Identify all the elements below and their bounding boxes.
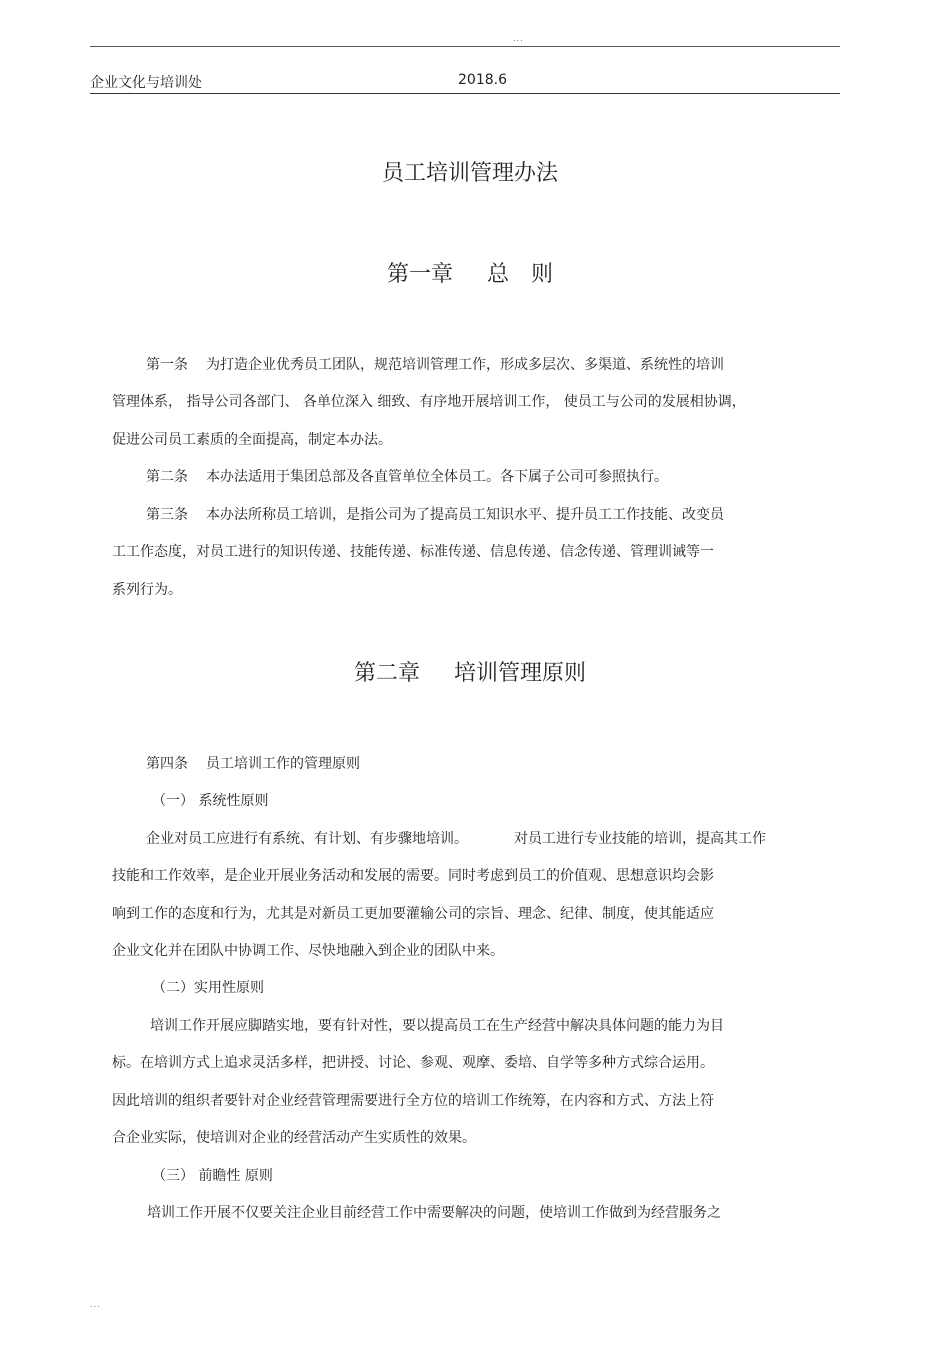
principle-2-line-4: 合企业实际，使培训对企业的经营活动产生实质性的效果。	[112, 1130, 476, 1146]
principle-2-line-2: 标。在培训方式上追求灵活多样，把讲授、讨论、参观、观摩、委培、自学等多种方式综合运用。	[112, 1055, 714, 1071]
chapter-1-number: 第一章	[386, 262, 453, 287]
principle-1-line-3: 响到工作的态度和行为，尤其是对新员工更加要灌输公司的宗旨、理念、纪律、制度，使其能适应	[112, 906, 714, 922]
article-2-line-1	[146, 466, 668, 486]
principle-1-line-4: 企业文化并在团队中协调工作、尽快地融入到企业的团队中来。	[112, 943, 504, 959]
article-1-line-2: 管理体系， 指导公司各部门、 各单位深入 细致、有序地开展培训工作， 使员工与公司的发展相协调，	[112, 394, 746, 410]
chapter-2-number: 第二章	[353, 661, 420, 686]
article-1-label: 第一条	[146, 357, 188, 373]
article-1-line-3: 促进公司员工素质的全面提高，制定本办法。	[112, 432, 392, 448]
article-3-line-2: 工工作态度，对员工进行的知识传递、技能传递、标准传递、信息传递、信念传递、管理训诫等一	[112, 544, 714, 560]
header-rule	[90, 93, 840, 94]
principle-3-heading: （三） 前瞻性 原则	[152, 1168, 273, 1184]
article-4-label: 第四条	[146, 756, 188, 772]
header-date: 2018.6	[458, 72, 507, 88]
principle-2-line-1: 培训工作开展应脚踏实地，要有针对性，要以提高员工在生产经营中解决具体问题的能力为目	[150, 1018, 724, 1034]
article-3-text: 本办法所称员工培训，是指公司为了提高员工知识水平、提升员工工作技能、改变员	[206, 507, 724, 523]
principle-2-heading: （二）实用性原则	[152, 980, 264, 996]
article-3-line-3: 系列行为。	[112, 582, 182, 598]
chapter-2-name: 培训管理原则	[454, 661, 587, 686]
top-page-mark: ...	[513, 34, 524, 43]
article-1-text: 为打造企业优秀员工团队，规范培训管理工作，形成多层次、多渠道、系统性的培训	[206, 357, 724, 373]
document-title: 员工培训管理办法	[381, 161, 558, 186]
bottom-page-mark: ...	[90, 1300, 101, 1309]
principle-1-line-1	[146, 828, 766, 848]
article-3-line-1	[146, 504, 724, 524]
article-1-line-1	[146, 354, 724, 374]
article-2-text: 本办法适用于集团总部及各直管单位全体员工。各下属子公司可参照执行。	[206, 469, 668, 485]
article-2-label: 第二条	[146, 469, 188, 485]
header-department: 企业文化与培训处	[90, 75, 202, 91]
principle-1-line-2: 技能和工作效率，是企业开展业务活动和发展的需要。同时考虑到员工的价值观、思想意识均会影	[112, 868, 714, 884]
chapter-1-heading	[0, 257, 940, 288]
top-rule	[90, 46, 840, 47]
article-4-line	[146, 753, 360, 773]
chapter-1-name: 总 则	[487, 262, 554, 287]
chapter-2-heading	[0, 656, 940, 687]
principle-1-line-1b: 对员工进行专业技能的培训，提高其工作	[514, 831, 766, 847]
article-3-label: 第三条	[146, 507, 188, 523]
principle-3-line-1: 培训工作开展不仅要关注企业目前经营工作中需要解决的问题，使培训工作做到为经营服务之	[147, 1205, 721, 1221]
principle-1-line-1a: 企业对员工应进行有系统、有计划、有步骤地培训。	[146, 831, 468, 847]
article-4-text: 员工培训工作的管理原则	[206, 756, 360, 772]
principle-1-heading: （一） 系统性原则	[152, 793, 269, 809]
principle-2-line-3: 因此培训的组织者要针对企业经营管理需要进行全方位的培训工作统筹，在内容和方式、方法上符	[112, 1093, 714, 1109]
